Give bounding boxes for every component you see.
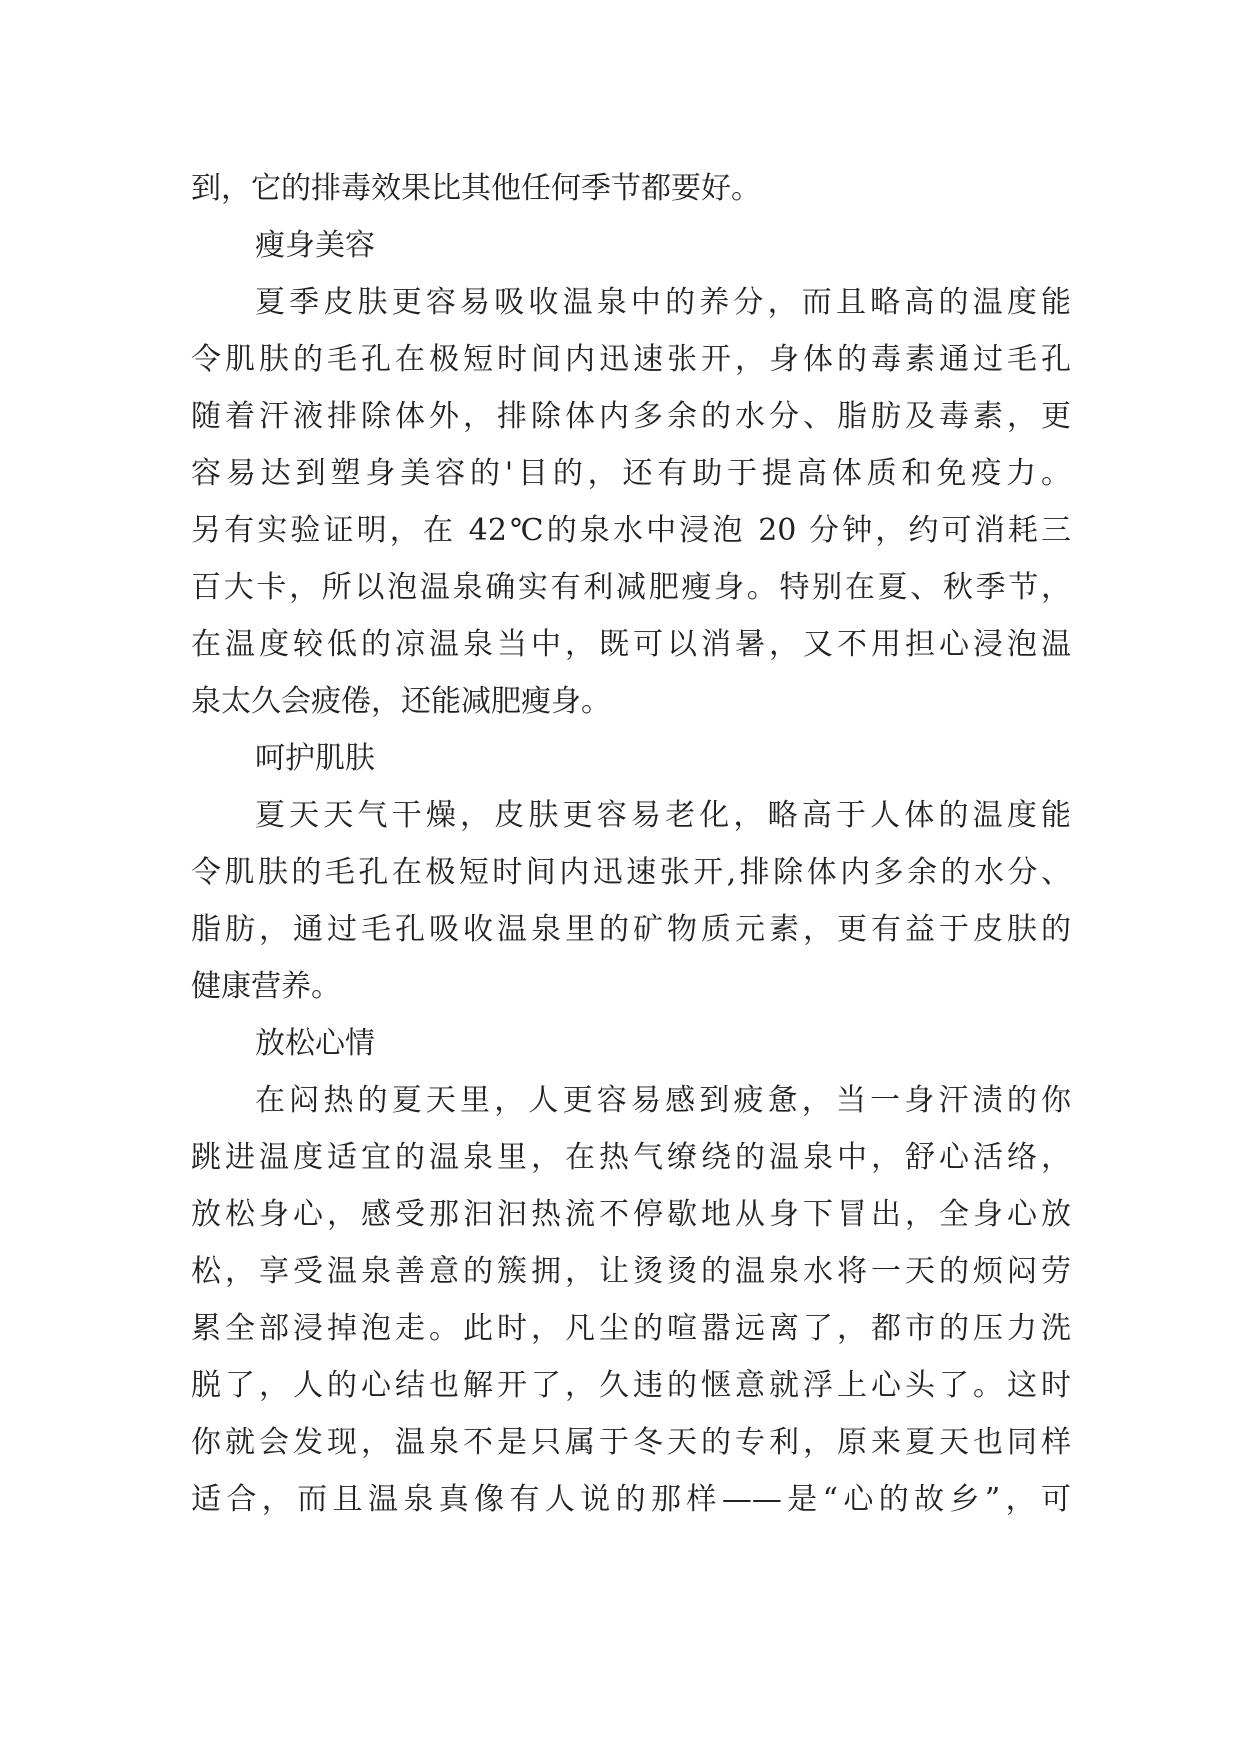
paragraph-line: 夏天天气干燥，皮肤更容易老化，略高于人体的温度能 <box>255 798 1071 833</box>
paragraph-line: 在闷热的夏天里，人更容易感到疲惫，当一身汗渍的你 <box>255 1083 1071 1118</box>
paragraph-line: 跳进温度适宜的温泉里，在热气缭绕的温泉中，舒心活络， <box>191 1140 1071 1175</box>
paragraph-line: 在温度较低的凉温泉当中，既可以消暑，又不用担心浸泡温 <box>191 627 1071 662</box>
paragraph-line: 令肌肤的毛孔在极短时间内迅速张开，身体的毒素通过毛孔 <box>191 342 1071 377</box>
paragraph-line: 到，它的排毒效果比其他任何季节都要好。 <box>191 171 761 206</box>
paragraph-line: 你就会发现，温泉不是只属于冬天的专利，原来夏天也同样 <box>191 1425 1071 1460</box>
paragraph-line: 随着汗液排除体外，排除体内多余的水分、脂肪及毒素，更 <box>191 399 1071 434</box>
section-heading-skin-care: 呵护肌肤 <box>255 741 375 776</box>
paragraph-line: 健康营养。 <box>191 969 341 1004</box>
paragraph-line: 累全部浸掉泡走。此时，凡尘的喧嚣远离了，都市的压力洗 <box>191 1311 1071 1346</box>
paragraph-line: 容易达到塑身美容的'目的，还有助于提高体质和免疫力。 <box>191 456 1071 491</box>
section-heading-relax: 放松心情 <box>255 1026 375 1061</box>
paragraph-line: 夏季皮肤更容易吸收温泉中的养分，而且略高的温度能 <box>255 285 1071 320</box>
document-body <box>191 160 1071 1528</box>
paragraph-line: 脂肪，通过毛孔吸收温泉里的矿物质元素，更有益于皮肤的 <box>191 912 1071 947</box>
paragraph-line: 百大卡，所以泡温泉确实有利减肥瘦身。特别在夏、秋季节， <box>191 570 1071 605</box>
paragraph-line: 放松身心，感受那汩汩热流不停歇地从身下冒出，全身心放 <box>191 1197 1071 1232</box>
paragraph-line: 松，享受温泉善意的簇拥，让烫烫的温泉水将一天的烦闷劳 <box>191 1254 1071 1289</box>
paragraph-line: 脱了，人的心结也解开了，久违的惬意就浮上心头了。这时 <box>191 1368 1071 1403</box>
paragraph-line: 令肌肤的毛孔在极短时间内迅速张开,排除体内多余的水分、 <box>191 855 1071 890</box>
paragraph-line: 另有实验证明，在 42℃的泉水中浸泡 20 分钟，约可消耗三 <box>191 513 1071 548</box>
section-heading-slimming: 瘦身美容 <box>255 228 375 263</box>
paragraph-line: 泉太久会疲倦，还能减肥瘦身。 <box>191 684 611 719</box>
paragraph-line: 适合，而且温泉真像有人说的那样——是“心的故乡”，可 <box>191 1482 1071 1517</box>
